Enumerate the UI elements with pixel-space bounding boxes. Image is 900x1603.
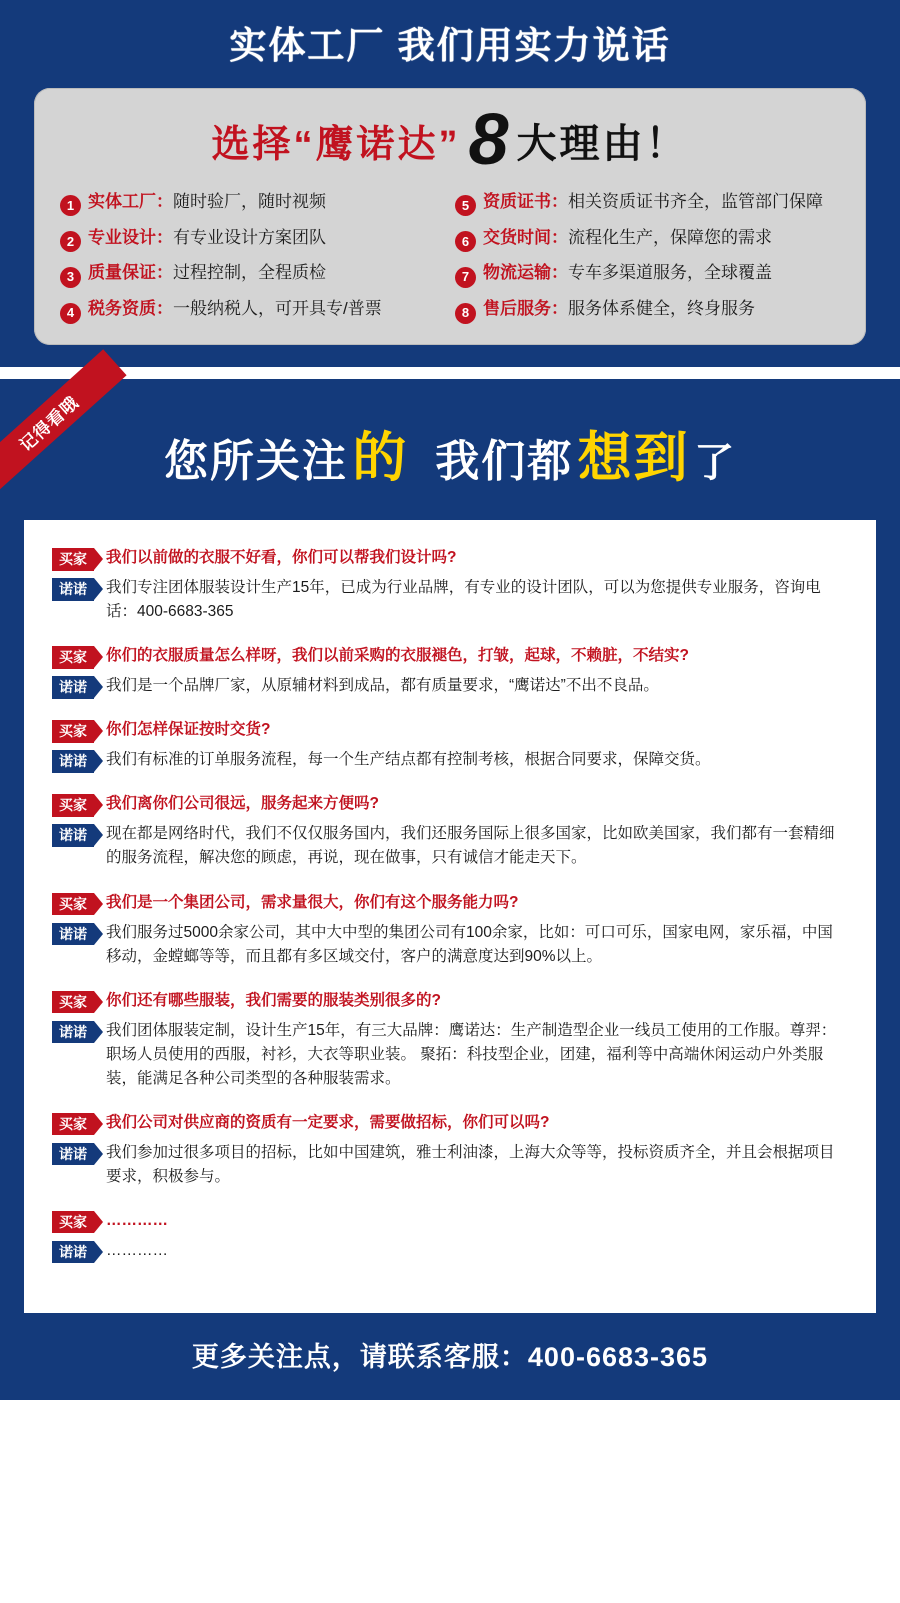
reason-number-badge: 2 [60,231,81,252]
faq-question-row [52,718,848,742]
buyer-tag: 买家 [52,1113,94,1135]
reason-item [60,298,445,321]
faq-answer-row [52,748,848,772]
faq-item [52,718,848,772]
reason-number-badge: 3 [60,267,81,288]
faq-answer-row [52,822,848,870]
buyer-tag: 买家 [52,991,94,1013]
reasons-heading-number: 8 [468,99,509,180]
reasons-card [34,88,866,346]
faq-answer-text: 我们是一个品牌厂家，从原辅材料到成品，都有质量要求，“鹰诺达”不出不良品。 [106,677,659,695]
bottom-section [0,379,900,1399]
reason-item [60,227,445,250]
faq-question-text: 我们是一个集团公司，需求量很大，你们有这个服务能力吗? [106,893,519,911]
headline-part-1: 您所关注 [163,437,348,487]
reason-text: 有专业设计方案团队 [173,227,326,247]
buyer-tag: 买家 [52,794,94,816]
reason-title: 售后服务： [483,299,568,319]
footer-contact: 更多关注点，请联系客服：400-6683-365 [0,1313,900,1400]
faq-item [52,891,848,969]
faq-answer-row [52,1019,848,1091]
buyer-tag: 买家 [52,1211,94,1233]
reason-title: 税务资质： [88,299,173,319]
headline-part-3: 我们都 [435,437,574,487]
reason-item [455,298,840,321]
headline-part-5: 了 [694,441,737,486]
reason-text: 一般纳税人，可开具专/普票 [173,299,382,319]
faq-question-row [52,989,848,1013]
reason-number-badge: 7 [455,267,476,288]
faq-question-row [52,1209,848,1233]
reasons-heading [60,99,840,180]
reply-tag: 诺诺 [52,1241,94,1263]
faq-item [52,989,848,1091]
faq-answer-text: 我们服务过5000余家公司，其中大中型的集团公司有100余家，比如：可口可乐，国家电网，家乐福，中国移动，金螳螂等等，而且都有多区域交付，客户的满意度达到90%以上。 [106,923,833,965]
faq-headline [0,379,900,520]
corner-ribbon: 记得看哦 [0,350,127,496]
reply-tag: 诺诺 [52,923,94,945]
reason-number-badge: 5 [455,195,476,216]
reason-number-badge: 4 [60,303,81,324]
faq-answer-row [52,1239,848,1263]
reasons-heading-dark: 大理由！ [516,121,689,166]
reply-tag: 诺诺 [52,1143,94,1165]
reply-tag: 诺诺 [52,824,94,846]
faq-item [52,1111,848,1189]
reason-item [60,191,445,214]
reply-tag: 诺诺 [52,1021,94,1043]
headline-part-2: 的 [352,428,409,489]
faq-question-row [52,891,848,915]
faq-question-text: 你们的衣服质量怎么样呀，我们以前采购的衣服褪色，打皱，起球，不赖脏，不结实? [106,647,689,665]
faq-item [52,546,848,624]
faq-question-row [52,644,848,668]
reason-text: 流程化生产，保障您的需求 [568,227,772,247]
reason-item [455,262,840,285]
faq-question-text: 我们离你们公司很远，服务起来方便吗? [106,795,379,813]
reason-item [455,227,840,250]
reply-tag: 诺诺 [52,578,94,600]
faq-answer-row [52,921,848,969]
reason-text: 随时验厂，随时视频 [173,191,326,211]
faq-question-row [52,792,848,816]
faq-answer-text: ………… [106,1241,168,1259]
top-section [0,0,900,367]
faq-answer-text: 我们专注团体服装设计生产15年，已成为行业品牌，有专业的设计团队，可以为您提供专业服务，咨询电话：400-6683-365 [106,579,821,621]
reason-title: 专业设计： [88,227,173,247]
faq-answer-text: 我们团体服装定制，设计生产15年，有三大品牌：鹰诺达：生产制造型企业一线员工使用的工作服。尊羿：职场人员使用的西服，衬衫，大衣等职业装。 聚拓：科技型企业，团建，福利等中高端休闲运动户外类服装，能满足各种公司类型的各种服装需求。 [106,1021,837,1087]
reason-text: 过程控制，全程质检 [173,263,326,283]
faq-answer-text: 我们有标准的订单服务流程，每一个生产结点都有控制考核，根据合同要求，保障交货。 [106,751,711,769]
reasons-heading-red: 选择“鹰诺达” [211,123,461,166]
faq-answer-row [52,674,848,698]
reason-number-badge: 6 [455,231,476,252]
section-divider [0,367,900,379]
reason-title: 实体工厂： [88,191,173,211]
reason-text: 专车多渠道服务，全球覆盖 [568,263,772,283]
faq-question-text: 我们以前做的衣服不好看，你们可以帮我们设计吗? [106,549,457,567]
reasons-grid [60,191,840,322]
reason-title: 交货时间： [483,227,568,247]
faq-answer-row [52,576,848,624]
faq-question-row [52,546,848,570]
reason-number-badge: 1 [60,195,81,216]
buyer-tag: 买家 [52,548,94,570]
buyer-tag: 买家 [52,646,94,668]
buyer-tag: 买家 [52,720,94,742]
reply-tag: 诺诺 [52,750,94,772]
reply-tag: 诺诺 [52,676,94,698]
faq-question-text: ………… [106,1211,168,1229]
reason-item [455,191,840,214]
faq-item [52,1209,848,1263]
faq-item [52,644,848,698]
faq-card [24,520,876,1312]
faq-answer-row [52,1141,848,1189]
faq-question-text: 你们怎样保证按时交货? [106,721,271,739]
reason-title: 质量保证： [88,263,173,283]
reason-text: 服务体系健全，终身服务 [568,299,755,319]
reason-item [60,262,445,285]
reason-title: 资质证书： [483,191,568,211]
reason-title: 物流运输： [483,263,568,283]
reason-text: 相关资质证书齐全，监管部门保障 [568,191,823,211]
headline-part-4: 想到 [577,428,690,489]
reason-number-badge: 8 [455,303,476,324]
faq-question-text: 我们公司对供应商的资质有一定要求，需要做招标，你们可以吗? [106,1113,550,1131]
banner-title: 实体工厂 我们用实力说话 [229,25,671,66]
buyer-tag: 买家 [52,893,94,915]
faq-answer-text: 我们参加过很多项目的招标，比如中国建筑，雅士利油漆，上海大众等等，投标资质齐全，并且会根据项目要求，积极参与。 [106,1143,835,1185]
faq-item [52,792,848,870]
faq-question-text: 你们还有哪些服装，我们需要的服装类别很多的? [106,991,441,1009]
faq-answer-text: 现在都是网络时代，我们不仅仅服务国内，我们还服务国际上很多国家，比如欧美国家，我们都有一套精细的服务流程，解决您的顾虑，再说，现在做事，只有诚信才能走天下。 [106,825,835,867]
faq-question-row [52,1111,848,1135]
